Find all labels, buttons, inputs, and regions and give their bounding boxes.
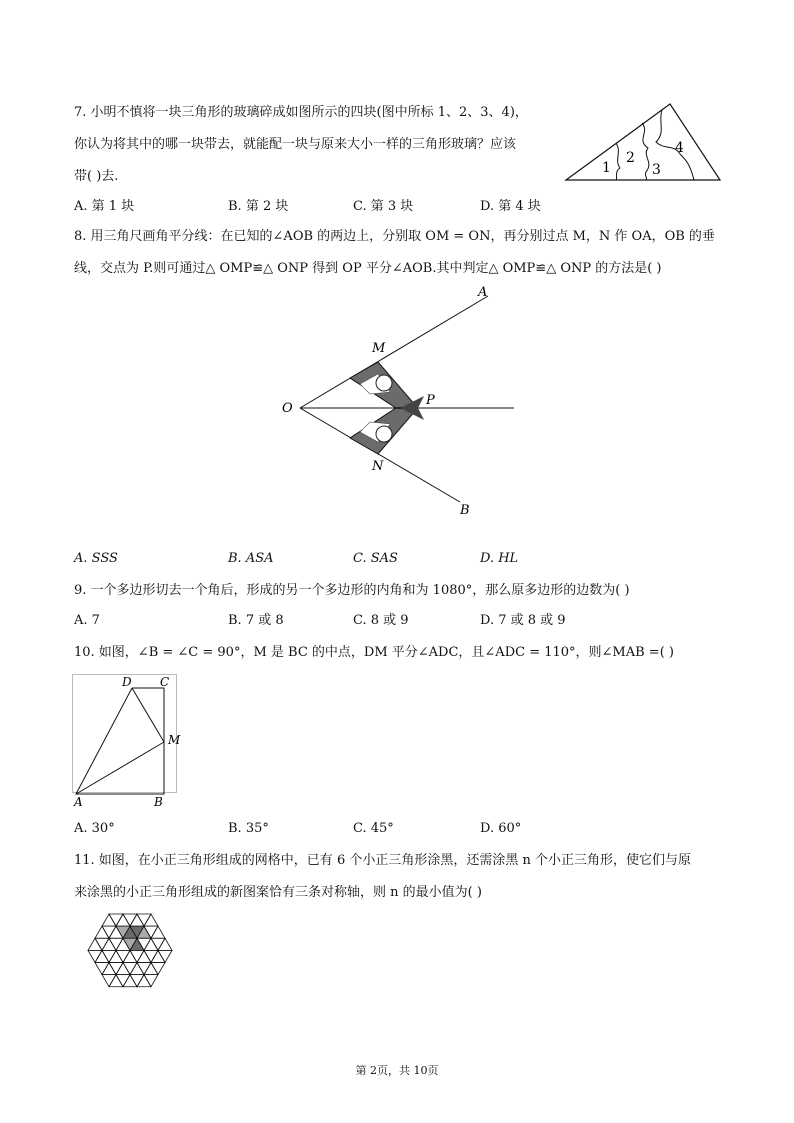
grid-triangle: [144, 975, 158, 987]
grid-triangle: [95, 962, 109, 974]
question-7-option-d: D. 第 4 块: [480, 199, 541, 214]
segment-dm: [132, 688, 164, 742]
question-8-option-b: B. ASA: [228, 551, 274, 566]
glass-piece-2-label: 2: [626, 150, 635, 166]
grid-triangle: [130, 950, 144, 962]
trapezoid-figure: [72, 674, 192, 810]
question-9-option-d: D. 7 或 8 或 9: [480, 613, 566, 628]
grid-triangle: [144, 938, 158, 950]
question-7-line-2: 你认为将其中的哪一块带去，就能配一块与原来大小一样的三角形玻璃？应该: [74, 137, 517, 152]
label-a: A: [74, 795, 83, 809]
angle-bisector-figure: [278, 280, 518, 520]
grid-triangle: [123, 914, 137, 926]
grid-triangle: [158, 950, 172, 962]
question-7-option-b: B. 第 2 块: [228, 199, 289, 214]
grid-triangle: [151, 962, 165, 974]
quadrilateral-abcd: [76, 688, 164, 794]
hexagon-triangle-grid: [88, 914, 172, 987]
grid-triangle: [95, 926, 109, 938]
grid-triangle: [151, 938, 165, 950]
grid-triangle: [151, 950, 165, 962]
grid-triangle: [144, 962, 158, 974]
grid-triangle: [137, 975, 151, 987]
grid-triangle: [116, 975, 130, 987]
question-8-line-1: 8. 用三角尺画角平分线：在已知的∠AOB 的两边上，分别取 OM = ON，再分别过点 M，N 作 OA，OB 的垂: [74, 229, 715, 244]
question-10-line-1: 10. 如图，∠B = ∠C = 90°，M 是 BC 的中点，DM 平分∠ADC，且∠ADC = 110°，则∠MAB =( ): [74, 645, 674, 660]
grid-triangle: [109, 938, 123, 950]
grid-triangle: [123, 950, 137, 962]
glass-crack-1: [616, 143, 620, 180]
label-c: C: [160, 675, 170, 689]
page-footer: 第 2页，共 10页: [355, 1064, 439, 1077]
grid-triangle: [109, 950, 123, 962]
question-9-line-1: 9. 一个多边形切去一个角后，形成的另一个多边形的内角和为 1080°，那么原多边形的边数为( ): [74, 583, 630, 598]
grid-triangle: [95, 950, 109, 962]
grid-triangle: [88, 950, 102, 962]
grid-triangle: [102, 938, 116, 950]
grid-triangle: [116, 914, 130, 926]
grid-triangle: [144, 950, 158, 962]
grid-triangle: [144, 914, 158, 926]
label-m: M: [168, 733, 181, 747]
figure-frame: [73, 675, 177, 793]
grid-triangle: [137, 950, 151, 962]
glass-piece-3-label: 3: [652, 162, 661, 178]
label-d: D: [122, 675, 132, 689]
grid-triangle: [102, 926, 116, 938]
label-b: B: [460, 503, 470, 518]
question-8-option-c: C. SAS: [353, 551, 398, 566]
grid-triangle: [109, 914, 123, 926]
question-11-line-2: 来涂黑的小正三角形组成的新图案恰有三条对称轴，则 n 的最小值为( ): [74, 885, 482, 900]
grid-triangle: [130, 914, 144, 926]
label-a: A: [478, 285, 488, 300]
label-o: O: [282, 401, 293, 416]
grid-triangle: [151, 926, 165, 938]
triangle-grid-figure: [70, 912, 194, 1008]
glass-crack-2: [642, 123, 649, 180]
grid-triangle: [116, 950, 130, 962]
grid-triangle: [158, 938, 172, 950]
question-7-option-a: A. 第 1 块: [74, 199, 135, 214]
grid-triangle: [109, 975, 123, 987]
grid-triangle: [137, 962, 151, 974]
grid-triangle: [109, 962, 123, 974]
grid-triangle: [116, 962, 130, 974]
question-8-option-a: A. SSS: [74, 551, 118, 566]
grid-triangle: [130, 962, 144, 974]
label-b: B: [154, 795, 163, 809]
question-7-option-c: C. 第 3 块: [353, 199, 414, 214]
lower-set-square-hole: [376, 426, 392, 442]
question-7-line-1: 7. 小明不慎将一块三角形的玻璃碎成如图所示的四块(图中所标 1、2、3、4)，: [74, 105, 528, 120]
question-10-option-b: B. 35°: [228, 821, 269, 836]
grid-triangle: [130, 975, 144, 987]
grid-triangle: [102, 914, 116, 926]
question-10-option-c: C. 45°: [353, 821, 394, 836]
question-11-line-1: 11. 如图，在小正三角形组成的网格中，已有 6 个小正三角形涂黑，还需涂黑 n 个小正三角形，使它们与原: [74, 853, 691, 868]
question-8-line-2: 线，交点为 P.则可通过△ OMP≌△ ONP 得到 OP 平分∠AOB.其中判定△ OMP≌△ ONP 的方法是( ): [74, 261, 662, 276]
glass-piece-1-label: 1: [602, 160, 611, 176]
grid-triangle: [102, 962, 116, 974]
grid-triangle: [102, 950, 116, 962]
grid-triangle: [102, 975, 116, 987]
question-8-option-d: D. HL: [480, 551, 519, 566]
question-7-line-3: 带( )去.: [74, 169, 119, 184]
question-9-option-c: C. 8 或 9: [353, 613, 409, 628]
grid-triangle: [137, 914, 151, 926]
label-n: N: [372, 459, 384, 474]
broken-glass-figure: [562, 100, 724, 186]
question-10-option-a: A. 30°: [74, 821, 115, 836]
label-m: M: [372, 341, 386, 356]
question-9-option-b: B. 7 或 8: [228, 613, 284, 628]
grid-triangle: [123, 975, 137, 987]
upper-set-square-hole: [376, 375, 392, 391]
question-10-option-d: D. 60°: [480, 821, 522, 836]
label-p: P: [426, 393, 435, 408]
grid-triangle: [88, 938, 102, 950]
grid-triangle: [123, 962, 137, 974]
question-9-option-a: A. 7: [74, 613, 100, 628]
glass-piece-4-label: 4: [675, 140, 684, 156]
grid-triangle: [95, 938, 109, 950]
